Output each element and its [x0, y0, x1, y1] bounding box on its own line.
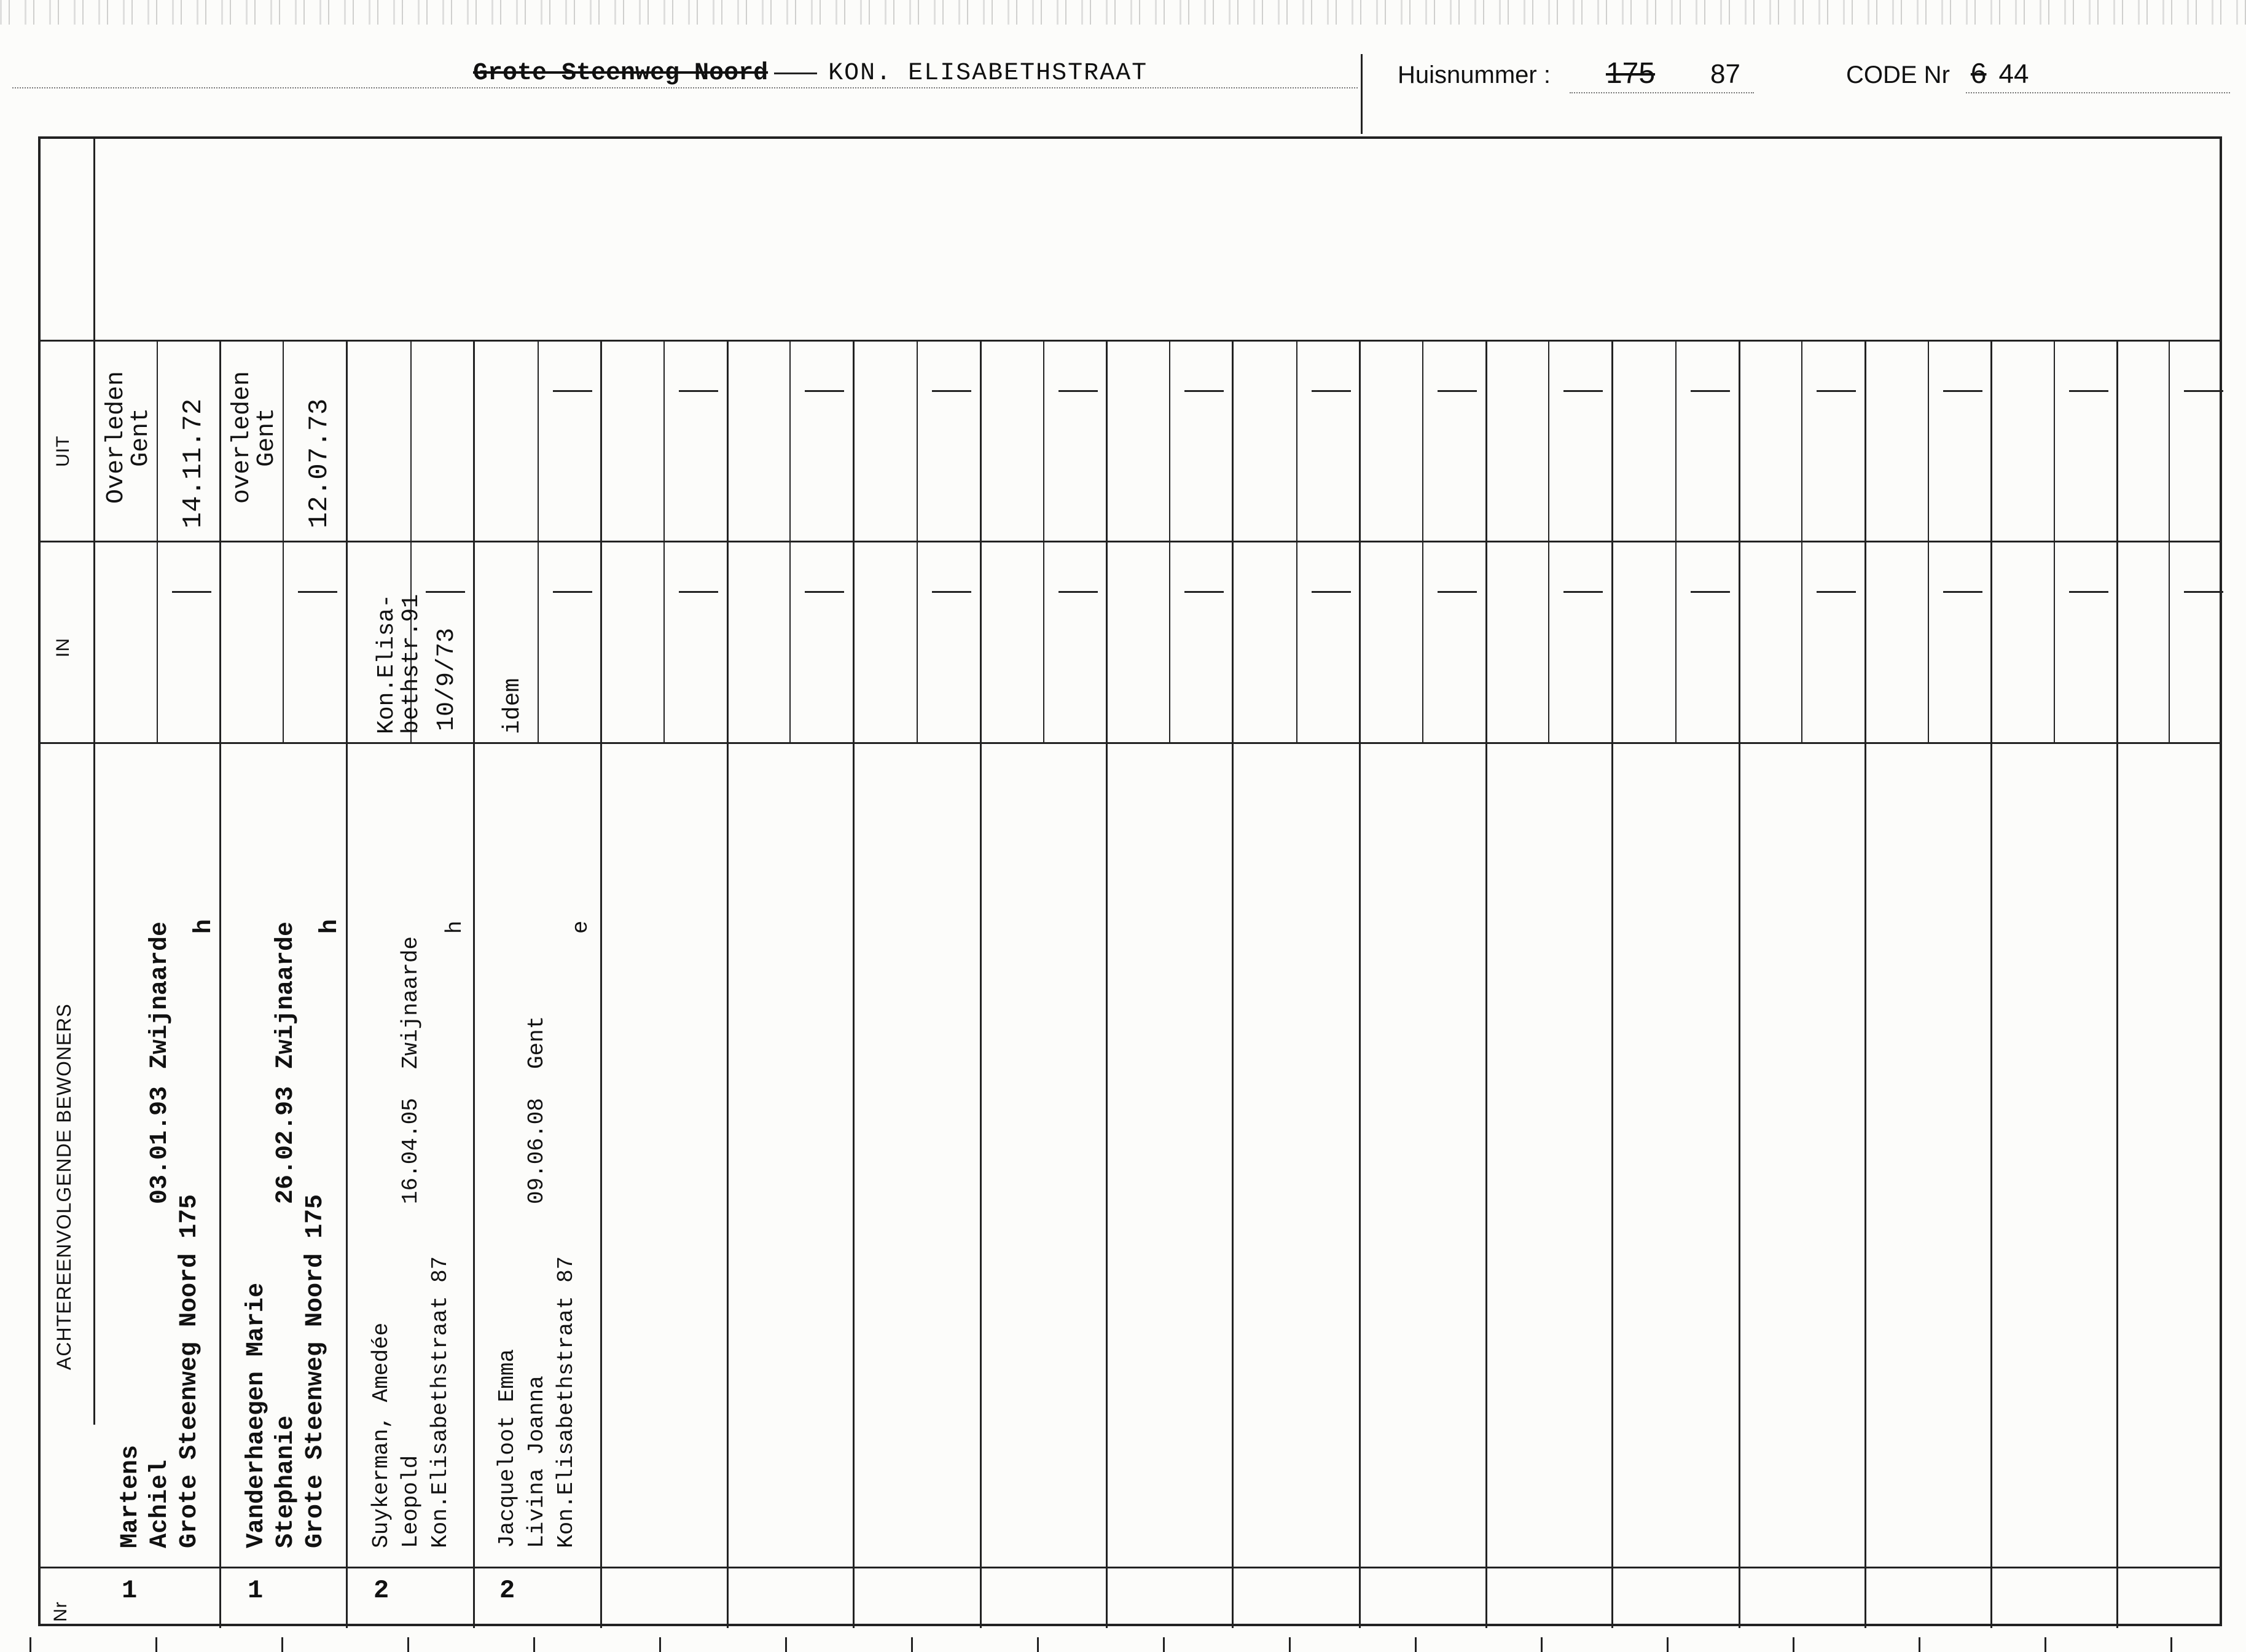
empty-cell-dash: [805, 591, 844, 593]
resident-nr: 2: [374, 1576, 389, 1605]
bottom-tick: [1793, 1637, 1794, 1652]
scan-edge-noise: [0, 0, 2246, 25]
empty-cell-dash: [1312, 390, 1351, 392]
empty-cell-dash: [932, 591, 971, 593]
empty-cell-dash: [1438, 591, 1477, 593]
street-struck: Grote Steenweg Noord: [473, 60, 769, 87]
code-label: CODE Nr: [1846, 61, 1950, 88]
column-line: [1739, 340, 1740, 1628]
bottom-tick: [533, 1637, 535, 1652]
resident-birth-place: Gent: [524, 1016, 549, 1069]
bottom-tick: [1163, 1637, 1165, 1652]
resident-surname: Martens: [117, 1444, 144, 1548]
bottom-tick: [407, 1637, 409, 1652]
sub-column-line: [1548, 340, 1549, 742]
column-line: [346, 340, 348, 1628]
resident-nr: 2: [499, 1576, 515, 1605]
column-line: [219, 340, 221, 1628]
code-struck: 6: [1970, 57, 1987, 89]
resident-in-place: Kon.Elisa-bethstr.91: [374, 593, 425, 734]
sub-column-line: [1043, 340, 1044, 742]
label-bewoners: ACHTEREENVOLGENDE BEWONERS: [53, 1003, 75, 1370]
resident-gender: h: [190, 918, 218, 934]
sub-column-line: [1169, 340, 1170, 742]
house-number-block: [1398, 57, 1740, 93]
code-block: [1846, 57, 2029, 93]
empty-cell-dash: [298, 591, 337, 593]
empty-cell-dash: [1943, 390, 1982, 392]
bottom-tick: [2044, 1637, 2046, 1652]
empty-cell-dash: [679, 591, 718, 593]
resident-gender: h: [316, 918, 344, 934]
sub-column-line: [157, 340, 158, 742]
label-uit: UIT: [53, 435, 73, 467]
row-line-uit-top: [38, 340, 2222, 342]
column-line: [1864, 340, 1866, 1628]
row-line-in-top: [38, 541, 2222, 542]
empty-cell-dash: [553, 591, 592, 593]
empty-cell-dash: [2184, 390, 2223, 392]
bottom-tick: [785, 1637, 787, 1652]
code-number: 44: [1998, 59, 2029, 89]
column-line: [1990, 340, 1992, 1628]
empty-cell-dash: [932, 390, 971, 392]
empty-cell-dash: [1563, 591, 1603, 593]
resident-gender: e: [568, 920, 593, 934]
sub-column-line: [789, 340, 791, 742]
empty-cell-dash: [2184, 591, 2223, 593]
house-number-label: Huisnummer :: [1398, 61, 1551, 88]
sub-column-line: [1675, 340, 1677, 742]
resident-in-date: 10/9/73: [433, 627, 461, 731]
row-line-nr-top: [38, 1567, 2222, 1568]
register-table: [38, 136, 2222, 1626]
empty-cell-dash: [2069, 591, 2108, 593]
sub-column-line: [2054, 340, 2055, 742]
bottom-tick: [1919, 1637, 1920, 1652]
bottom-tick: [155, 1637, 157, 1652]
column-line: [727, 340, 729, 1628]
empty-cell-dash: [1058, 591, 1098, 593]
column-line: [2116, 340, 2118, 1628]
resident-uit-place: overleden Gent: [229, 370, 281, 504]
header-divider: [1361, 54, 1363, 134]
empty-cell-dash: [805, 390, 844, 392]
resident-uit-date: 12.07.73: [304, 398, 335, 528]
sub-column-line: [283, 340, 284, 742]
resident-surname: Vanderhaegen Marie: [243, 1282, 270, 1548]
column-line: [1106, 340, 1108, 1628]
resident-address: Grote Steenweg Noord 175: [176, 1194, 203, 1548]
empty-cell-dash: [553, 390, 592, 392]
bottom-tick: [1541, 1637, 1543, 1652]
empty-cell-dash: [1817, 390, 1856, 392]
sub-column-line: [1928, 340, 1929, 742]
resident-uit-place: Overleden Gent: [103, 370, 155, 504]
bottom-tick: [29, 1637, 31, 1652]
sub-column-line: [1801, 340, 1802, 742]
code-dots: [1966, 92, 2230, 93]
label-in: IN: [53, 638, 73, 657]
house-number-dots: [1570, 92, 1754, 93]
resident-address: Kon.Elisabethstraat 87: [554, 1256, 579, 1548]
sub-column-line: [2169, 340, 2170, 742]
bottom-tick: [911, 1637, 913, 1652]
sub-column-line: [538, 340, 539, 742]
sub-column-line: [1296, 340, 1297, 742]
sub-column-line: [917, 340, 918, 742]
column-line: [1232, 340, 1234, 1628]
column-line: [473, 340, 475, 1628]
empty-cell-dash: [1563, 390, 1603, 392]
resident-birth-place: Zwijnaarde: [272, 921, 300, 1069]
resident-gender: h: [442, 920, 468, 934]
bottom-tick: [1415, 1637, 1417, 1652]
column-line: [1611, 340, 1613, 1628]
bottom-tick: [659, 1637, 661, 1652]
resident-uit-date: 14.11.72: [178, 398, 209, 528]
column-line: [853, 340, 855, 1628]
resident-birth-place: Zwijnaarde: [146, 921, 174, 1069]
bottom-tick: [281, 1637, 283, 1652]
sub-column-line: [1422, 340, 1423, 742]
bottom-tick: [2170, 1637, 2172, 1652]
bottom-tick: [1289, 1637, 1291, 1652]
column-line: [1359, 340, 1361, 1628]
street-header: [473, 57, 1148, 93]
empty-cell-dash: [1312, 591, 1351, 593]
resident-firstname: Stephanie: [272, 1415, 300, 1548]
empty-cell-dash: [1438, 390, 1477, 392]
empty-cell-dash: [1817, 591, 1856, 593]
empty-cell-dash: [1691, 591, 1730, 593]
resident-in-place: idem: [499, 678, 526, 734]
column-line: [93, 136, 95, 1425]
resident-firstname: Livina Joanna: [524, 1376, 549, 1548]
street-name: KON. ELISABETHSTRAAT: [828, 60, 1148, 87]
column-line: [980, 340, 982, 1628]
label-nr: Nr: [50, 1601, 71, 1622]
resident-birth-date: 26.02.93: [272, 1086, 300, 1204]
empty-cell-dash: [1184, 390, 1224, 392]
resident-birth-date: 03.01.93: [146, 1086, 174, 1204]
house-number: 87: [1710, 59, 1740, 89]
empty-cell-dash: [1184, 591, 1224, 593]
empty-cell-dash: [1058, 390, 1098, 392]
resident-firstname: Achiel: [146, 1459, 174, 1548]
column-line: [1485, 340, 1487, 1628]
resident-nr: 1: [122, 1576, 138, 1605]
bottom-tick: [1667, 1637, 1669, 1652]
column-line: [600, 340, 602, 1628]
row-line-bewoners-top: [38, 742, 2222, 744]
resident-address: Grote Steenweg Noord 175: [302, 1194, 329, 1548]
resident-nr: 1: [248, 1576, 264, 1605]
resident-birth-date: 09.06.08: [524, 1098, 549, 1204]
empty-cell-dash: [1943, 591, 1982, 593]
empty-cell-dash: [679, 390, 718, 392]
resident-address: Kon.Elisabethstraat 87: [428, 1256, 453, 1548]
empty-cell-dash: [172, 591, 211, 593]
resident-birth-date: 16.04.05: [398, 1098, 423, 1204]
empty-cell-dash: [426, 591, 465, 593]
resident-firstname: Leopold: [398, 1455, 423, 1548]
resident-birth-place: Zwijnaarde: [398, 936, 423, 1069]
house-number-struck: 175: [1605, 57, 1656, 90]
bottom-tick: [1037, 1637, 1039, 1652]
sub-column-line: [663, 340, 665, 742]
resident-surname: Suykerman, Amedée: [369, 1322, 394, 1548]
resident-surname: Jacqueloot Emma: [495, 1349, 520, 1548]
empty-cell-dash: [1691, 390, 1730, 392]
empty-cell-dash: [2069, 390, 2108, 392]
